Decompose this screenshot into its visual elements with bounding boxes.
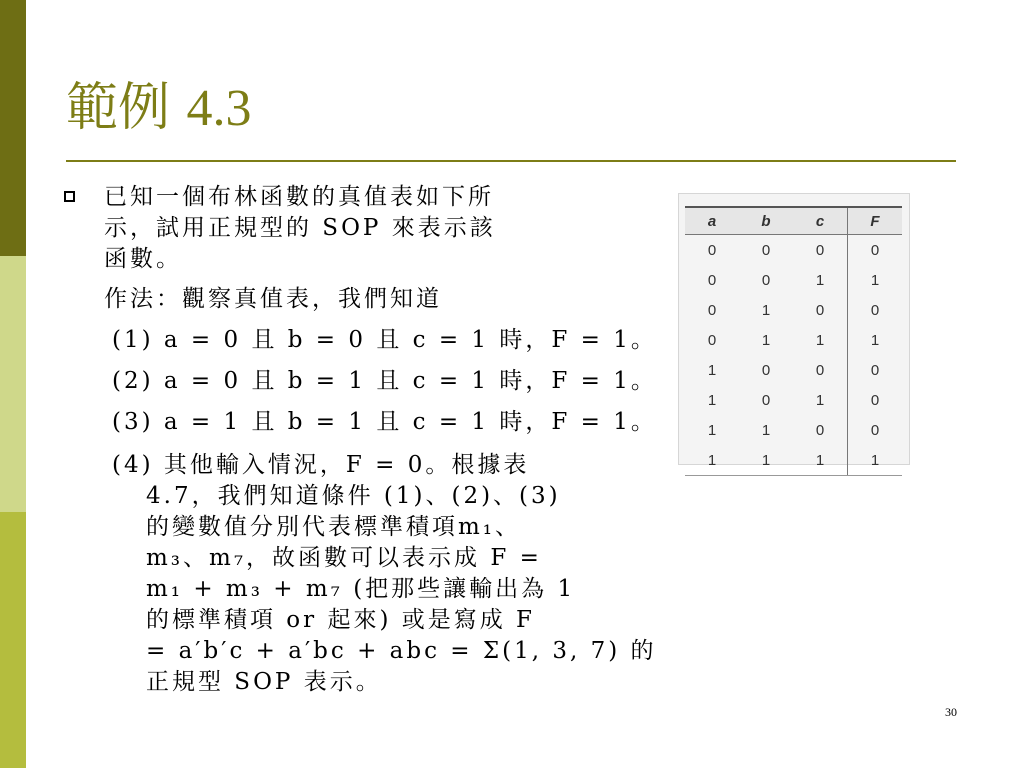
table-cell: 0: [848, 355, 903, 385]
case-4-line: 正規型 SOP 表示。: [146, 669, 382, 695]
sidebar-segment-light: [0, 256, 26, 512]
table-row: [685, 265, 902, 295]
table-cell: 0: [815, 241, 825, 259]
case-4-line: 的標準積項 or 起來) 或是寫成 F: [146, 607, 536, 633]
header-f: F: [848, 207, 903, 235]
table-cell: 0: [815, 421, 825, 439]
table-cell: 1: [761, 331, 771, 349]
page-number: 30: [945, 705, 957, 719]
table-cell: 1: [707, 421, 717, 439]
slide-title-text: 範例: [66, 78, 171, 138]
table-cell: 0: [815, 301, 825, 319]
table-cell: 0: [761, 391, 771, 409]
table-cell: 1: [707, 391, 717, 409]
table-cell: 0: [815, 361, 825, 379]
case-4-line: 4.7，我們知道條件 (1)、(2)、(3): [146, 483, 561, 509]
table-cell: 1: [848, 325, 903, 355]
sidebar-segment-mid: [0, 512, 26, 768]
table-cell: 1: [685, 445, 739, 476]
table-cell: 1: [761, 301, 771, 319]
method-line: 作法：觀察真值表，我們知道: [104, 286, 442, 312]
slide-title-number: 4.3: [186, 80, 252, 137]
table-cell: 1: [848, 445, 903, 476]
truth-table-header-row: [685, 207, 902, 235]
table-cell: 0: [707, 241, 717, 259]
table-cell: 1: [815, 331, 825, 349]
truth-table: [685, 206, 902, 476]
case-2: (2) a = 0 且 b = 1 且 c = 1 時，F = 1。: [112, 368, 657, 394]
case-4-line: m₃、m₇，故函數可以表示成 F =: [146, 545, 542, 571]
case-1: (1) a = 0 且 b = 0 且 c = 1 時，F = 1。: [112, 327, 657, 353]
table-row: [685, 235, 902, 266]
table-row: [685, 445, 902, 476]
intro-line: 已知一個布林函數的真值表如下所: [104, 184, 494, 210]
header-b: b: [739, 207, 793, 235]
table-cell: 1: [815, 271, 825, 289]
table-cell: 1: [848, 265, 903, 295]
table-cell: 0: [848, 295, 903, 325]
sidebar-segment-dark: [0, 0, 26, 256]
table-row: [685, 355, 902, 385]
case-4-line: m₁ + m₃ + m₇ (把那些讓輸出為 1: [146, 576, 576, 602]
table-cell: 0: [761, 361, 771, 379]
table-cell: 1: [793, 445, 848, 476]
truth-table-panel: [678, 193, 910, 469]
table-row: [685, 295, 902, 325]
table-cell: 1: [815, 391, 825, 409]
table-cell: 1: [707, 361, 717, 379]
table-row: [685, 415, 902, 445]
slide-body: [104, 182, 664, 698]
table-cell: 0: [761, 271, 771, 289]
table-cell: 0: [848, 385, 903, 415]
table-cell: 0: [707, 271, 717, 289]
case-4-line: (4) 其他輸入情況，F = 0。根據表: [112, 452, 530, 478]
table-cell: 0: [707, 331, 717, 349]
table-cell: 1: [739, 445, 793, 476]
case-4-line: = a′b′c + a′bc + abc = Σ(1, 3, 7) 的: [146, 638, 657, 664]
case-3: (3) a = 1 且 b = 1 且 c = 1 時，F = 1。: [112, 409, 657, 435]
sidebar-stripe: [0, 0, 26, 768]
intro-line: 函數。: [104, 246, 182, 272]
table-cell: 0: [761, 241, 771, 259]
header-c: c: [793, 207, 848, 235]
case-4-line: 的變數值分別代表標準積項m₁、: [146, 514, 522, 540]
table-cell: 0: [848, 235, 903, 266]
square-bullet-icon: [64, 191, 75, 202]
truth-table-body: [685, 235, 902, 476]
title-divider: [66, 160, 956, 162]
table-row: [685, 325, 902, 355]
table-row: [685, 385, 902, 415]
table-cell: 0: [707, 301, 717, 319]
header-a: a: [685, 207, 739, 235]
table-cell: 1: [761, 421, 771, 439]
slide-title: [66, 78, 252, 138]
table-cell: 0: [848, 415, 903, 445]
intro-line: 示，試用正規型的 SOP 來表示該: [104, 215, 496, 241]
